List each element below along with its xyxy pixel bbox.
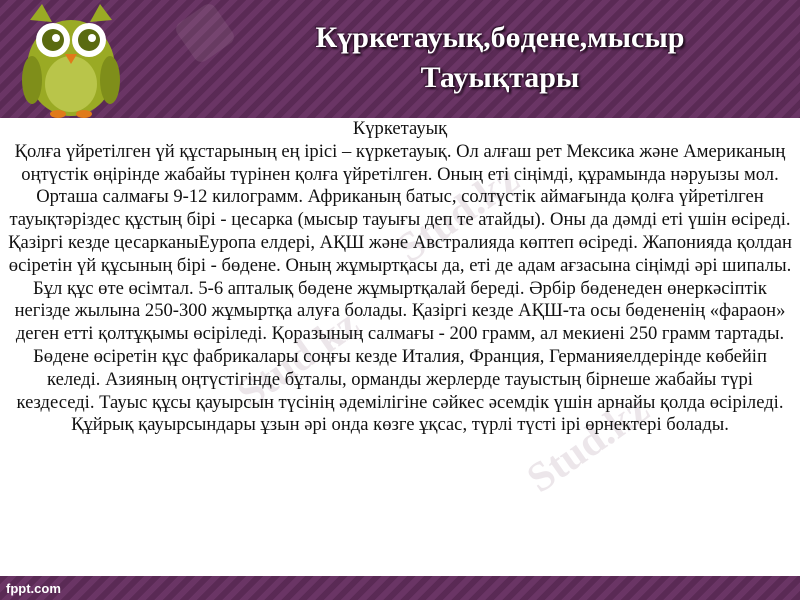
- owl-icon: [20, 2, 122, 118]
- slide-title: [210, 18, 790, 108]
- watermark-text: Stud.kz: [229, 300, 368, 418]
- title-line-2: Тауықтары: [420, 61, 580, 94]
- footer-logo: fppt.com: [6, 581, 61, 596]
- watermark-text: Stud.kz: [389, 155, 528, 273]
- header-band: [0, 0, 800, 118]
- body-text: Қолға үйретілген үй құстарының ең ірісі – күркетауық. Ол алғаш рет Мексика және Американың оңтүстік өңірінде жабайы түрінен қолға үйретілген. Оның еті сіңімді, құрамында нәруызы мол. Орташа салмағы 9-12 килограмм. Африканың батыс, солтүстік аймағында қолға үйретілген тауықтәріздес құстың бірі - цесарка (мысыр тауығы деп те атайды). Оны да дәмді еті үшін өсіреді. Қазіргі кезде цесарканыЕуропа елдері, АҚШ және Австралияда көптеп өсіреді. Жапонияда қолдан өсіретін үй құсының бірі - бөдене. Оның жұмыртқасы да, еті де адам ағзасына сіңімді әрі шипалы. Бұл құс өте өсімтал. 5-6 апталық бөдене жұмыртқалай береді. Әрбір бөденеден өнеркәсіптік негізде жылына 250-300 жұмыртқа алуға болады. Қазіргі кезде АҚШ-та осы бөдененің «фараон» деген етті қолтұқымы өсіріледі. Қоразының салмағы - 200 грамм, ал мекиені 250 грамм тартады. Бөдене өсіретін құс фабрикалары соңғы кезде Италия, Франция, Германияелдерінде көбейіп келеді. Азияның оңтүстігінде бұталы, орманды жерлерде тауыстың бірнеше жабайы түрі кездеседі. Тауыс құсы қауырсын түсінің әдемілігіне сәйкес әсемдік үшін арнайы қолда өсіріледі. Құйрық қауырсындары ұзын әрі онда көзге ұқсас, түрлі түсті ірі өрнектері болады.: [8, 140, 792, 436]
- watermark-text: Stud.kz: [519, 385, 658, 503]
- footer-band: [0, 576, 800, 600]
- title-line-1: Күркетауық,бөдене,мысыр: [315, 21, 685, 54]
- slide-body: [6, 118, 794, 572]
- subtitle: Күркетауық: [352, 118, 448, 139]
